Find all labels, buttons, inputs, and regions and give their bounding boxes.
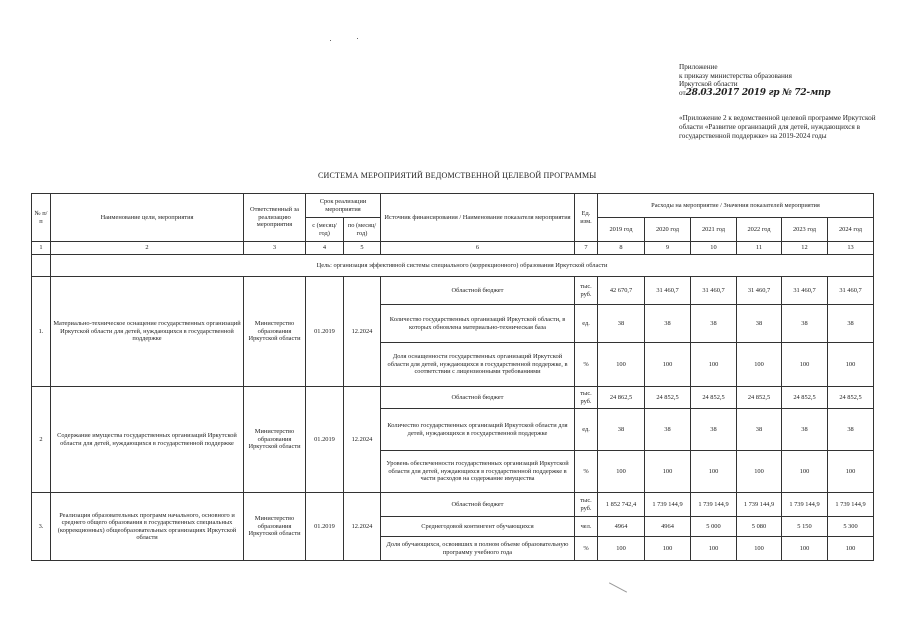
row-value: 100 [782,343,828,387]
row-num: 2 [32,387,51,493]
row-value: 31 460,7 [645,277,691,305]
row-num: 1. [32,277,51,387]
row-value: 38 [691,409,737,451]
row-value: 1 739 144,9 [828,493,874,517]
header-row-1 [32,194,874,218]
annex-date-prefix: от [679,88,686,97]
header-year: 2020 год [645,218,691,242]
row-value: 100 [737,451,782,493]
row-value: 38 [691,305,737,343]
row-source: Областной бюджет [381,387,575,409]
row-source: Доля оснащенности государственных организаций Иркутской области для детей, нуждающихся в государственной поддержке, в соответствии с лицензионными требованиями [381,343,575,387]
col-number: 2 [51,242,244,255]
row-unit: % [575,343,598,387]
row-value: 100 [645,343,691,387]
row-value: 100 [737,537,782,561]
header-year: 2021 год [691,218,737,242]
row-num: 3. [32,493,51,561]
row-value: 100 [691,537,737,561]
row-value: 31 460,7 [737,277,782,305]
row-source: Доля обучающихся, освоивших в полном объеме образовательную программу учебного года [381,537,575,561]
col-number: 6 [381,242,575,255]
annex-line-4 [679,89,884,98]
row-value: 100 [828,343,874,387]
row-value: 38 [828,409,874,451]
row-unit: % [575,537,598,561]
row-value: 100 [598,343,645,387]
row-value: 1 852 742,4 [598,493,645,517]
row-value: 100 [828,537,874,561]
header-year: 2024 год [828,218,874,242]
row-value: 100 [691,343,737,387]
row-value: 100 [782,537,828,561]
row-unit: тыс. руб. [575,493,598,517]
row-value: 100 [645,537,691,561]
scan-artifact-line [609,582,627,592]
col-number: 4 [306,242,344,255]
header-responsible: Ответственный за реализацию мероприятия [244,194,306,242]
annex-header [679,63,884,97]
col-number: 11 [737,242,782,255]
row-value: 38 [645,409,691,451]
annex-line-1: Приложение [679,63,718,71]
row-value: 24 852,5 [828,387,874,409]
header-term-to: по (месяц/ год) [344,218,381,242]
row-source: Количество государственных организаций Иркутской области для детей, нуждающихся в государственной поддержке [381,409,575,451]
row-value: 24 852,5 [645,387,691,409]
col-number: 1 [32,242,51,255]
document-title: СИСТЕМА МЕРОПРИЯТИЙ ВЕДОМСТВЕННОЙ ЦЕЛЕВОЙ ПРОГРАММЫ [318,171,597,180]
row-value: 31 460,7 [828,277,874,305]
annex-line-3: Иркутской области [679,80,738,89]
row-unit: % [575,451,598,493]
col-number: 5 [344,242,381,255]
row-activity-name: Содержание имущества государственных организаций Иркутской области для детей, нуждающихся в государственной поддержке [51,387,244,493]
row-value: 5 000 [691,517,737,537]
row-source: Количество государственных организаций Иркутской области, в которых обновлена материально-техническая база [381,305,575,343]
row-unit: ед. [575,305,598,343]
header-source: Источник финансирования / Наименование показателя мероприятия [381,194,575,242]
row-activity-name: Реализация образовательных программ начального, основного и среднего общего образования в государственных специальных (коррекционных) общеобразовательных организациях Иркутской области [51,493,244,561]
row-to: 12.2024 [344,493,381,561]
goal-row [32,255,874,277]
col-number: 7 [575,242,598,255]
row-unit: тыс. руб. [575,277,598,305]
handwritten-date-number: 28.03.2017 2019 гр № 72-мпр [685,87,831,98]
col-number: 9 [645,242,691,255]
header-term: Срок реализации мероприятия [306,194,381,218]
row-unit: тыс. руб. [575,387,598,409]
row-unit: чел. [575,517,598,537]
row-value: 100 [691,451,737,493]
goal-text: Цель: организация эффективной системы специального (коррекционного) образования Иркутской области [51,255,874,277]
header-term-from: с (месяц/ год) [306,218,344,242]
row-source: Уровень обеспеченности государственных организаций Иркутской области для детей, нуждающихся в государственной поддержке в части расходов на содержание имущества [381,451,575,493]
row-source: Областной бюджет [381,493,575,517]
row-value: 4964 [598,517,645,537]
row-value: 38 [645,305,691,343]
row-value: 1 739 144,9 [691,493,737,517]
row-value: 100 [645,451,691,493]
row-value: 5 150 [782,517,828,537]
row-value: 100 [828,451,874,493]
row-value: 24 852,5 [691,387,737,409]
row-unit: ед. [575,409,598,451]
row-value: 5 300 [828,517,874,537]
annex-line-2: к приказу министерства образования [679,71,792,80]
row-value: 100 [598,451,645,493]
row-value: 1 739 144,9 [645,493,691,517]
header-name: Наименование цели, мероприятия [51,194,244,242]
row-source: Среднегодовой контингент обучающихся [381,517,575,537]
row-value: 38 [737,409,782,451]
row-value: 38 [828,305,874,343]
column-numbers-row [32,242,874,255]
header-unit: Ед. изм. [575,194,598,242]
table-row [32,277,874,305]
row-value: 5 080 [737,517,782,537]
col-number: 3 [244,242,306,255]
row-value: 24 862,5 [598,387,645,409]
row-from: 01.2019 [306,277,344,387]
row-to: 12.2024 [344,277,381,387]
row-activity-name: Материально-техническое оснащение государственных организаций Иркутской области для детей, нуждающихся в государственной поддержке [51,277,244,387]
col-number: 10 [691,242,737,255]
row-from: 01.2019 [306,493,344,561]
col-number: 13 [828,242,874,255]
row-to: 12.2024 [344,387,381,493]
row-value: 100 [598,537,645,561]
table-row [32,387,874,409]
row-from: 01.2019 [306,387,344,493]
row-value: 100 [782,451,828,493]
table-row [32,493,874,517]
row-value: 100 [737,343,782,387]
row-value: 31 460,7 [691,277,737,305]
row-value: 4964 [645,517,691,537]
scan-speck [357,38,358,39]
row-value: 24 852,5 [737,387,782,409]
scan-speck [330,40,331,41]
col-number: 8 [598,242,645,255]
annex-2-header: «Приложение 2 к ведомственной целевой программе Иркутской области «Развитие организаций для детей, нуждающихся в государственной поддержке» на 2019-2024 годы [679,114,876,140]
row-value: 38 [782,409,828,451]
row-value: 1 739 144,9 [737,493,782,517]
col-number: 12 [782,242,828,255]
row-value: 38 [737,305,782,343]
row-responsible: Министерство образования Иркутской области [244,387,306,493]
program-table [31,193,874,561]
header-year: 2023 год [782,218,828,242]
row-value: 1 739 144,9 [782,493,828,517]
row-value: 38 [598,409,645,451]
header-year: 2022 год [737,218,782,242]
header-num: № п/п [32,194,51,242]
row-responsible: Министерство образования Иркутской области [244,277,306,387]
header-expenses: Расходы на мероприятие / Значения показателей мероприятия [598,194,874,218]
row-responsible: Министерство образования Иркутской области [244,493,306,561]
row-value: 38 [598,305,645,343]
row-value: 24 852,5 [782,387,828,409]
row-value: 38 [782,305,828,343]
row-value: 42 670,7 [598,277,645,305]
row-source: Областной бюджет [381,277,575,305]
row-value: 31 460,7 [782,277,828,305]
header-year: 2019 год [598,218,645,242]
